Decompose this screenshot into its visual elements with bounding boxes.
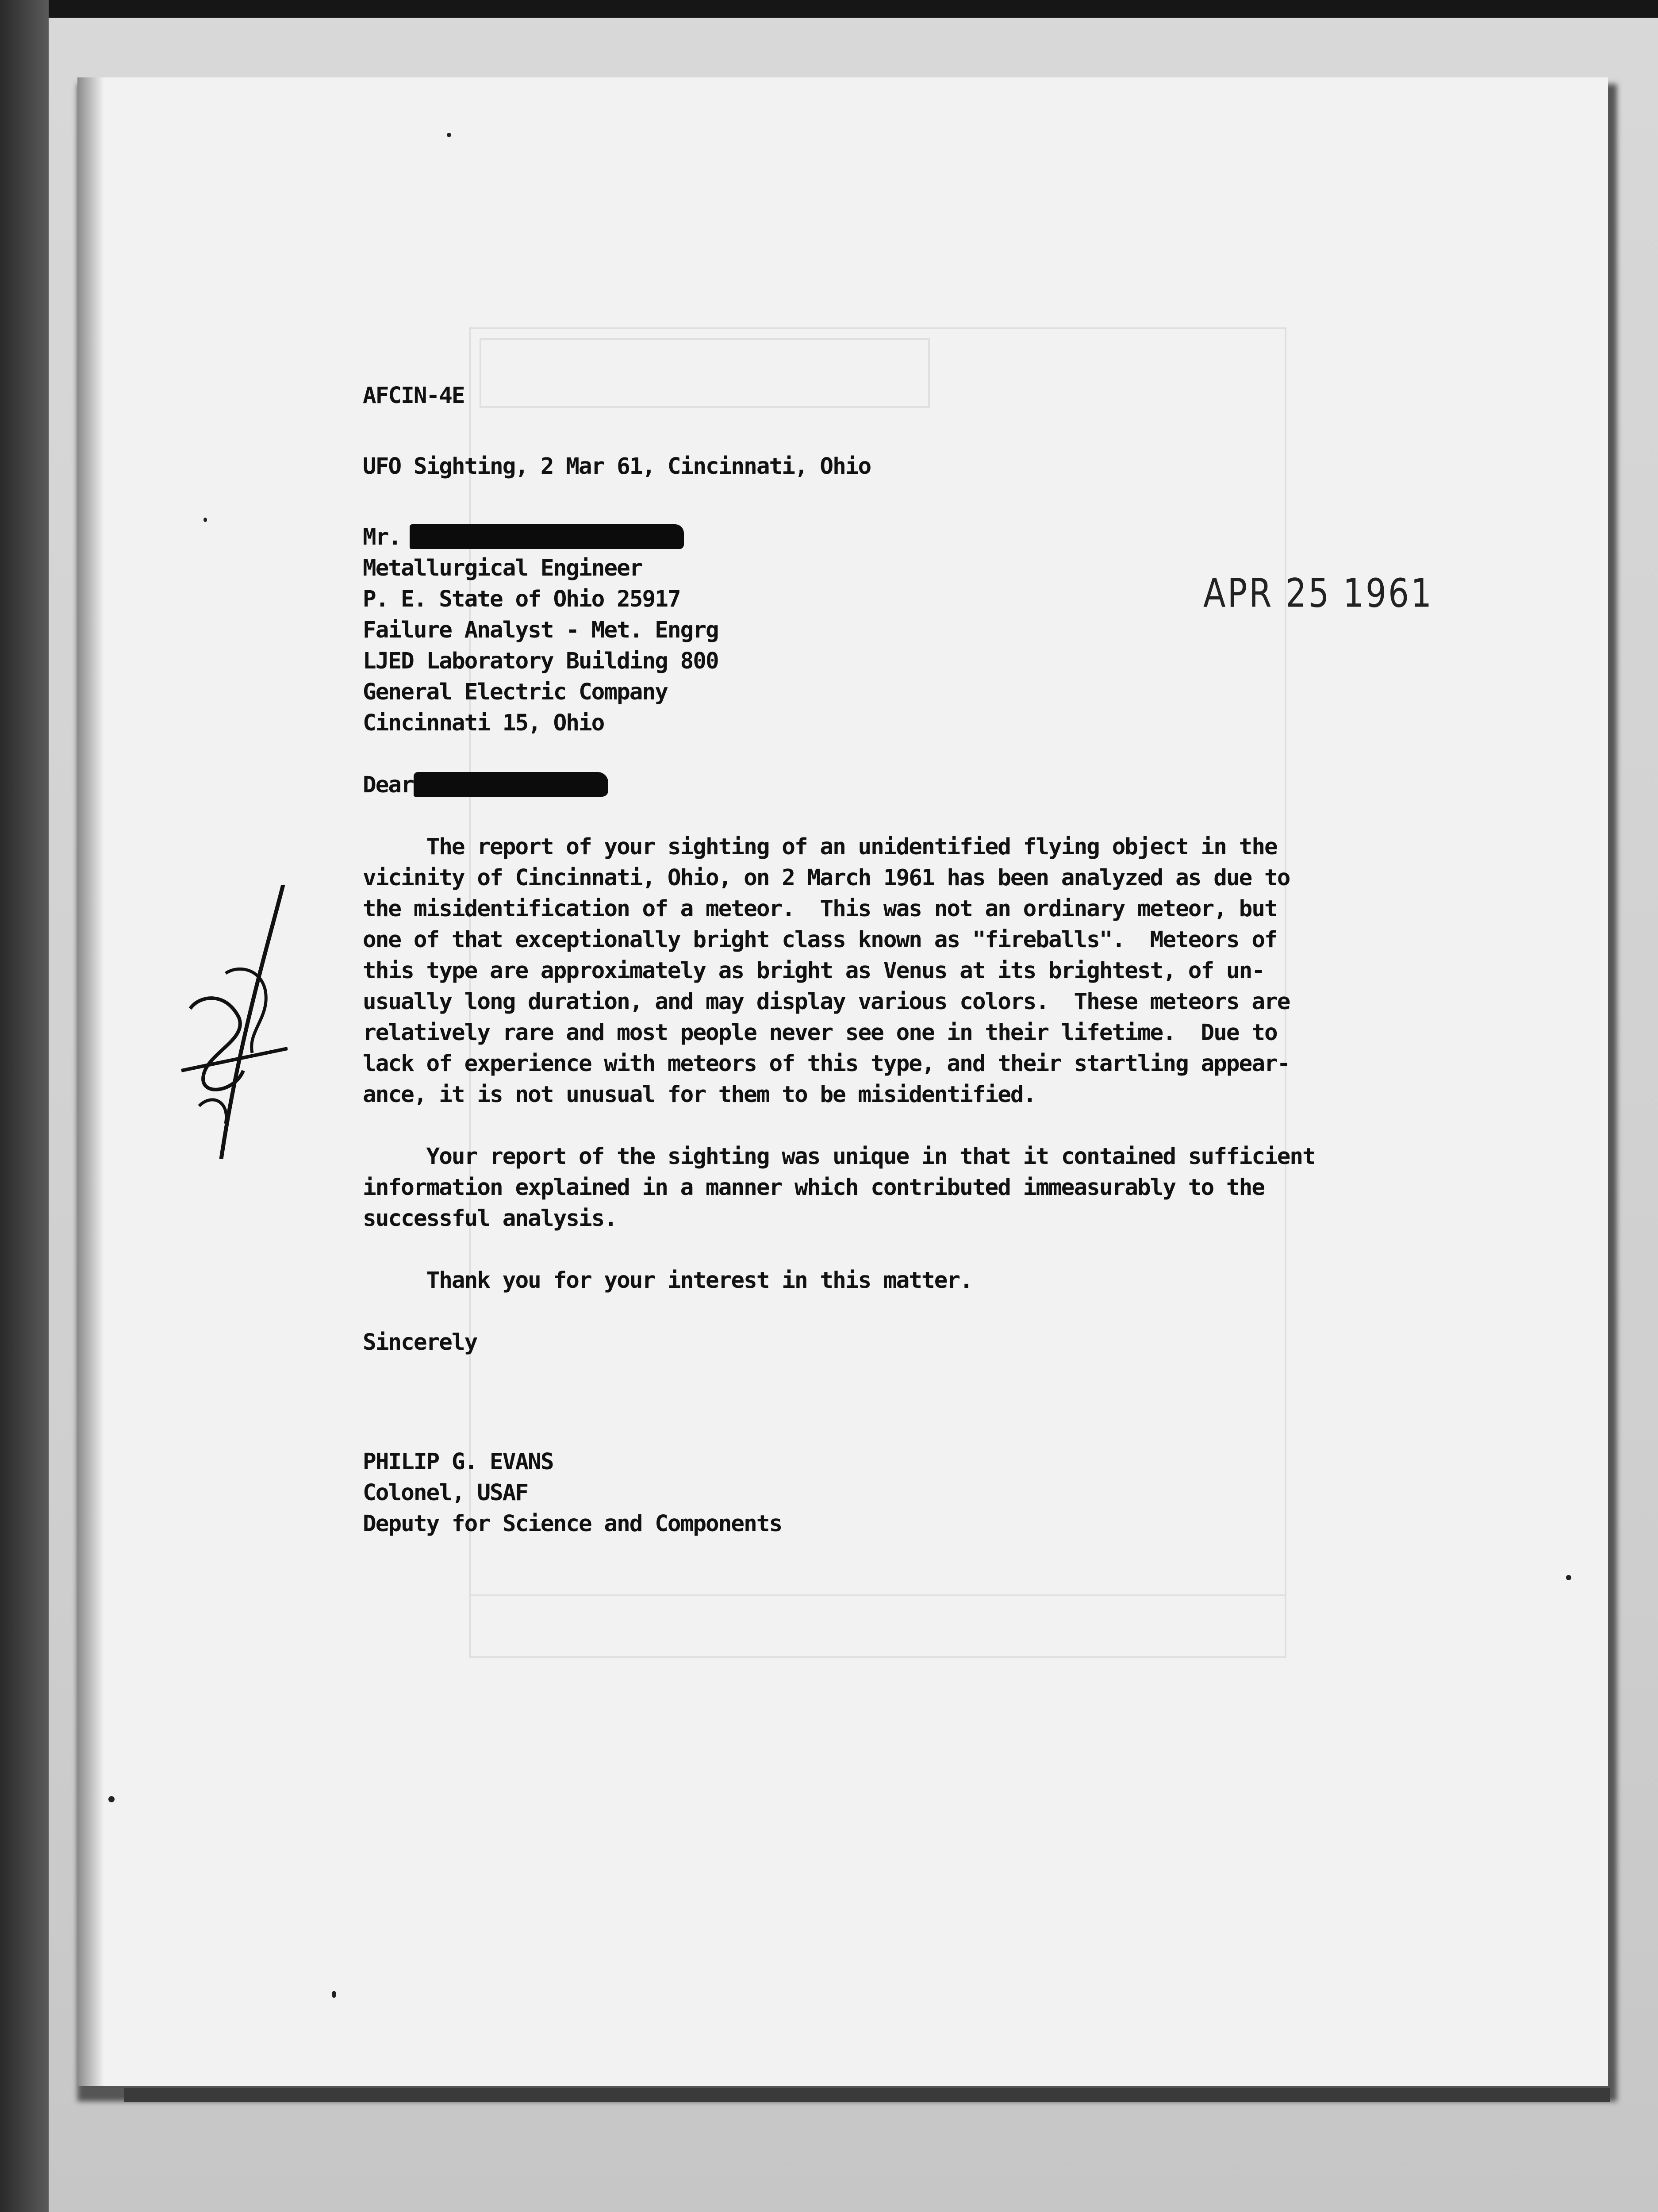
scan-speck [1566, 1575, 1571, 1580]
paragraph-line: Your report of the sighting was unique in that it contained sufficient [363, 1144, 1315, 1170]
paragraph-line: The report of your sighting of an unidentified flying object in the [363, 834, 1277, 860]
address-line: LJED Laboratory Building 800 [363, 648, 718, 674]
paragraph-line: lack of experience with meteors of this type, and their startling appear- [363, 1051, 1290, 1077]
paragraph-line: usually long duration, and may display various colors. These meteors are [363, 989, 1290, 1015]
salutation-line [363, 770, 1535, 801]
scan-left-border [0, 0, 49, 2212]
bleed-through-rule [471, 1594, 1285, 1596]
addressee-name-line [363, 522, 1535, 553]
scan-speck [203, 518, 207, 522]
scan-top-border [0, 0, 1658, 18]
addressee-prefix: Mr. [363, 524, 401, 550]
signer-name: PHILIP G. EVANS [363, 1449, 553, 1475]
signer-title: Deputy for Science and Components [363, 1511, 782, 1537]
address-line: P. E. State of Ohio 25917 [363, 586, 680, 612]
office-symbol: AFCIN-4E [363, 383, 464, 409]
paragraph-line: relatively rare and most people never see one in their lifetime. Due to [363, 1020, 1277, 1046]
scan-speck [108, 1796, 115, 1802]
letter-body [363, 380, 1535, 1540]
signature-block [363, 1447, 1535, 1540]
scan-bottom-shadow [124, 2088, 1610, 2102]
address-line: Cincinnati 15, Ohio [363, 710, 604, 736]
address-line: General Electric Company [363, 679, 668, 705]
date-stamp: APR 25 1961 [1203, 571, 1434, 617]
scan-speck [332, 1991, 336, 1998]
paragraph-1 [363, 832, 1535, 1110]
paragraph-line: successful analysis. [363, 1206, 617, 1232]
handwritten-initials [173, 885, 305, 1159]
address-line: Metallurgical Engineer [363, 555, 642, 581]
paragraph-line: one of that exceptionally bright class known as "fireballs". Meteors of [363, 927, 1277, 953]
address-block [363, 522, 1535, 739]
signer-rank: Colonel, USAF [363, 1480, 528, 1506]
paragraph-line: Thank you for your interest in this matter. [363, 1267, 972, 1294]
paragraph-line: this type are approximately as bright as Venus at its brightest, of un- [363, 958, 1265, 984]
scan-speck [447, 133, 451, 137]
paper-left-edge [77, 77, 104, 2086]
paragraph-3 [363, 1265, 1535, 1296]
paragraph-line: the misidentification of a meteor. This was not an ordinary meteor, but [363, 896, 1277, 922]
redaction-bar [410, 524, 684, 549]
paragraph-2 [363, 1141, 1535, 1234]
salutation: Dear [363, 772, 414, 798]
subject-line: UFO Sighting, 2 Mar 61, Cincinnati, Ohio [363, 453, 871, 480]
address-line: Failure Analyst - Met. Engrg [363, 617, 718, 643]
paragraph-line: information explained in a manner which contributed immeasurably to the [363, 1175, 1265, 1201]
closing: Sincerely [363, 1329, 477, 1356]
paragraph-line: ance, it is not unusual for them to be misidentified. [363, 1082, 1036, 1108]
redaction-bar [414, 772, 608, 797]
paragraph-line: vicinity of Cincinnati, Ohio, on 2 March 1961 has been analyzed as due to [363, 865, 1290, 891]
